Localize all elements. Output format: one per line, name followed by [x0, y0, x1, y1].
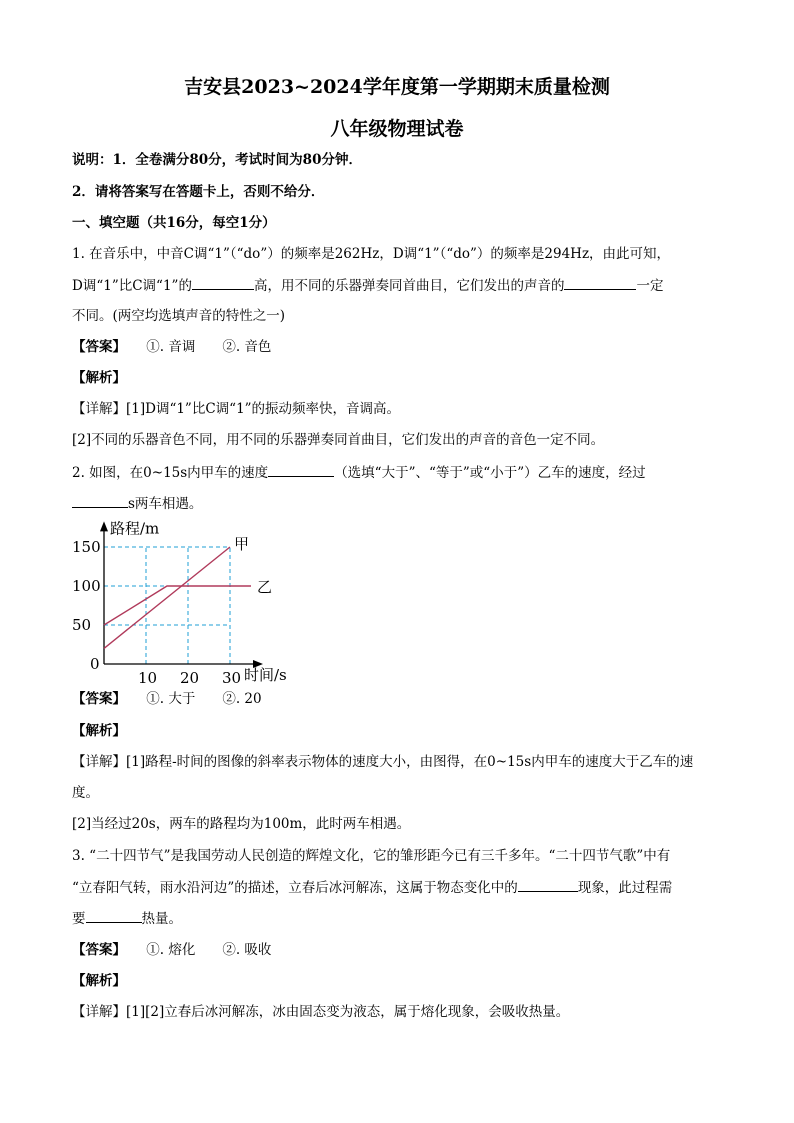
answer-tag: 【答案】	[72, 691, 120, 707]
series-line-2	[104, 586, 251, 625]
q3-text-c: 要	[72, 911, 86, 927]
q2-blank-2[interactable]	[72, 493, 128, 508]
q3-answer-row	[72, 940, 732, 960]
y-tick-label: 50	[72, 616, 92, 634]
chart-grid	[104, 547, 230, 664]
q3-answer: ①. 熔化 ②. 吸收	[146, 942, 272, 958]
note-1: 说明：1．全卷满分80分，考试时间为80分钟．	[72, 152, 362, 168]
answer-tag: 【答案】	[72, 339, 120, 355]
y-tick-label: 100	[72, 577, 101, 595]
y-tick-label: 150	[72, 538, 101, 556]
note-2: 2．请将答案写在答题卡上，否则不给分．	[72, 184, 325, 200]
q1-text-a: D调“1”比C调“1”的	[72, 278, 192, 294]
q2-text-a: 2. 如图，在0~15s内甲车的速度	[72, 465, 269, 481]
q3-line-2	[72, 877, 732, 898]
q2-line-1	[72, 462, 732, 483]
q1-answer-row	[72, 337, 732, 357]
distance-time-chart	[68, 518, 328, 688]
q3-text-a: “立春阳气转，雨水沿河边”的描述，立春后冰河解冻，这属于物态变化中的	[72, 880, 518, 896]
q3-blank-2[interactable]	[86, 908, 142, 923]
q1-text-c: 一定	[636, 278, 664, 294]
analysis-tag: 【解析】	[72, 723, 126, 739]
page-title: 吉安县2023~2024学年度第一学期期末质量检测	[184, 76, 610, 98]
q3-line-1: 3. “二十四节气”是我国劳动人民创造的辉煌文化，它的雏形距今已有三千多年。“二十四节气歌”中有	[72, 848, 671, 864]
q2-answer-row	[72, 689, 732, 709]
x-tick-label: 30	[222, 669, 242, 687]
answer-tag: 【答案】	[72, 942, 120, 958]
x-tick-label: 20	[180, 669, 200, 687]
q2-text-c: s两车相遇。	[128, 496, 203, 512]
q1-blank-1[interactable]	[192, 275, 254, 290]
q2-detail-2: [2]当经过20s，两车的路程均为100m，此时两车相遇。	[72, 816, 411, 832]
page-subtitle: 八年级物理试卷	[330, 118, 464, 140]
q1-detail-2: [2]不同的乐器音色不同，用不同的乐器弹奏同首曲目，它们发出的声音的音色一定不同。	[72, 432, 605, 448]
x-axis-label: 时间/s	[244, 666, 287, 684]
series-label: 乙	[257, 578, 273, 596]
y-axis-label: 路程/m	[110, 519, 160, 538]
q2-line-2	[72, 493, 732, 514]
q2-detail-1: 【详解】[1]路程-时间的图像的斜率表示物体的速度大小，由图得，在0~15s内甲车的速度大于乙车的速	[72, 754, 694, 770]
q3-blank-1[interactable]	[518, 877, 578, 892]
q3-detail-1: 【详解】[1][2]立春后冰河解冻，冰由固态变为液态，属于熔化现象，会吸收热量。	[72, 1004, 570, 1020]
q2-text-b: （选填“大于”、“等于”或“小于”）乙车的速度，经过	[334, 465, 646, 481]
y-axis-arrow	[100, 521, 108, 531]
x-tick-label: 0	[90, 655, 100, 673]
q2-detail-1b: 度。	[72, 785, 99, 801]
q2-answer: ①. 大于 ②. 20	[146, 691, 262, 707]
chart-series	[104, 547, 251, 648]
q3-text-b: 现象，此过程需	[577, 880, 673, 896]
series-line-1	[104, 547, 230, 648]
analysis-tag: 【解析】	[72, 370, 126, 386]
q1-line-2	[72, 275, 732, 296]
q1-text-b: 高，用不同的乐器弹奏同首曲目，它们发出的声音的	[253, 278, 565, 294]
x-tick-label: 10	[138, 669, 158, 687]
q3-text-d: 热量。	[141, 911, 182, 927]
analysis-tag: 【解析】	[72, 973, 126, 989]
q1-line-3: 不同。(两空均选填声音的特性之一)	[72, 308, 286, 324]
q1-detail-1: 【详解】[1]D调“1”比C调“1”的振动频率快，音调高。	[72, 401, 401, 417]
series-label: 甲	[234, 535, 250, 553]
section-heading: 一、填空题（共16分，每空1分）	[72, 215, 276, 231]
q2-blank-1[interactable]	[268, 462, 334, 477]
q1-blank-2[interactable]	[564, 275, 636, 290]
q1-answer: ①. 音调 ②. 音色	[146, 339, 272, 355]
q1-line-1: 1. 在音乐中，中音C调“1”（“do”）的频率是262Hz，D调“1”（“do”）的频率是294Hz，由此可知，	[72, 246, 671, 262]
q3-line-3	[72, 908, 732, 929]
